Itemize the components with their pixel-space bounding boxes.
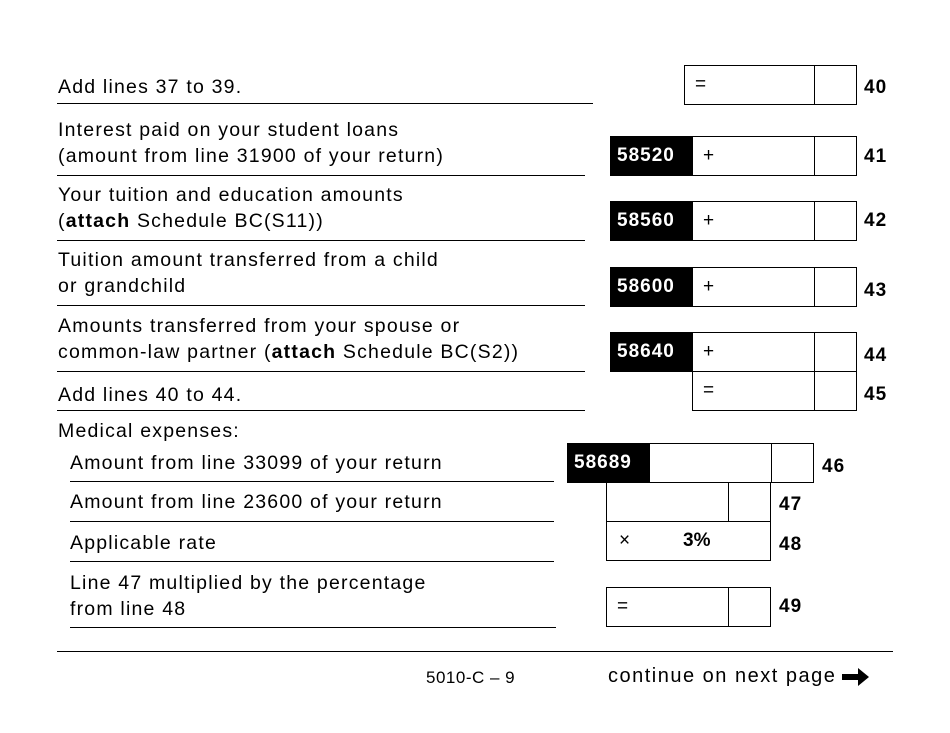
line-42-description-1: Your tuition and education amounts <box>58 184 404 206</box>
medical-expenses-heading: Medical expenses: <box>58 420 240 442</box>
line-42-rule <box>57 240 585 241</box>
line-42-description-2: (attach Schedule BC(S11)) <box>58 210 324 232</box>
line-43-description-1: Tuition amount transferred from a child <box>58 249 439 271</box>
right-arrow-icon <box>842 666 870 688</box>
line-42-field-code: 58560 <box>610 201 693 241</box>
cents-divider <box>814 66 815 104</box>
plus-sign: + <box>703 210 715 231</box>
line-45-amount-field[interactable] <box>692 371 857 411</box>
line-44-amount-field[interactable] <box>692 332 857 372</box>
line-47-rule <box>70 521 554 522</box>
line-46-rule <box>70 481 554 482</box>
line-41-field-code: 58520 <box>610 136 693 176</box>
line-number-49: 49 <box>779 596 803 617</box>
continue-text: continue on next page <box>608 665 837 687</box>
line-48-rate-field <box>606 521 771 561</box>
continue-next-page <box>608 665 870 688</box>
cents-divider <box>728 588 729 626</box>
line-41-amount-field[interactable] <box>692 136 857 176</box>
equals-sign: = <box>617 596 629 617</box>
line-43-rule <box>57 305 585 306</box>
line-number-43: 43 <box>864 280 888 301</box>
line-41-description-1: Interest paid on your student loans <box>58 119 400 141</box>
rate-value: 3% <box>683 530 711 551</box>
line-45-rule <box>57 410 585 411</box>
line-41-description-2: (amount from line 31900 of your return) <box>58 145 445 167</box>
line-45-description: Add lines 40 to 44. <box>58 384 243 406</box>
line-40-rule <box>57 103 593 104</box>
cents-divider <box>771 444 772 482</box>
line-number-46: 46 <box>822 456 846 477</box>
line-number-42: 42 <box>864 210 888 231</box>
footer-rule <box>57 651 893 652</box>
line-number-47: 47 <box>779 494 803 515</box>
cents-divider <box>814 372 815 410</box>
line-49-description-2: from line 48 <box>70 598 187 620</box>
multiply-sign: × <box>619 530 631 551</box>
line-44-description-1: Amounts transferred from your spouse or <box>58 315 461 337</box>
line-number-40: 40 <box>864 77 888 98</box>
cents-divider <box>814 333 815 371</box>
line-42-amount-field[interactable] <box>692 201 857 241</box>
line-number-41: 41 <box>864 146 888 167</box>
line-43-description-2: or grandchild <box>58 275 187 297</box>
cents-divider <box>814 268 815 306</box>
equals-sign: = <box>703 380 715 401</box>
line-47-description: Amount from line 23600 of your return <box>70 491 443 513</box>
cents-divider <box>814 137 815 175</box>
line-40-amount-field[interactable] <box>684 65 857 105</box>
line-number-45: 45 <box>864 384 888 405</box>
plus-sign: + <box>703 276 715 297</box>
line-number-48: 48 <box>779 534 803 555</box>
equals-sign: = <box>695 74 707 95</box>
form-page-id: 5010-C – 9 <box>426 668 516 687</box>
line-46-description: Amount from line 33099 of your return <box>70 452 443 474</box>
cents-divider <box>728 483 729 521</box>
line-46-field-code: 58689 <box>567 443 650 483</box>
line-number-44: 44 <box>864 345 888 366</box>
line-48-rule <box>70 561 554 562</box>
line-44-field-code: 58640 <box>610 332 693 372</box>
plus-sign: + <box>703 341 715 362</box>
line-44-description-2: common-law partner (attach Schedule BC(S2)) <box>58 341 520 363</box>
line-43-field-code: 58600 <box>610 267 693 307</box>
line-44-rule <box>57 371 585 372</box>
line-41-rule <box>57 175 585 176</box>
line-40-description: Add lines 37 to 39. <box>58 76 243 98</box>
line-48-description: Applicable rate <box>70 532 217 554</box>
line-46-amount-field[interactable] <box>649 443 814 483</box>
line-49-description-1: Line 47 multiplied by the percentage <box>70 572 427 594</box>
line-47-amount-field[interactable] <box>606 482 771 522</box>
cents-divider <box>814 202 815 240</box>
line-49-amount-field[interactable] <box>606 587 771 627</box>
line-43-amount-field[interactable] <box>692 267 857 307</box>
line-49-rule <box>70 627 556 628</box>
plus-sign: + <box>703 145 715 166</box>
